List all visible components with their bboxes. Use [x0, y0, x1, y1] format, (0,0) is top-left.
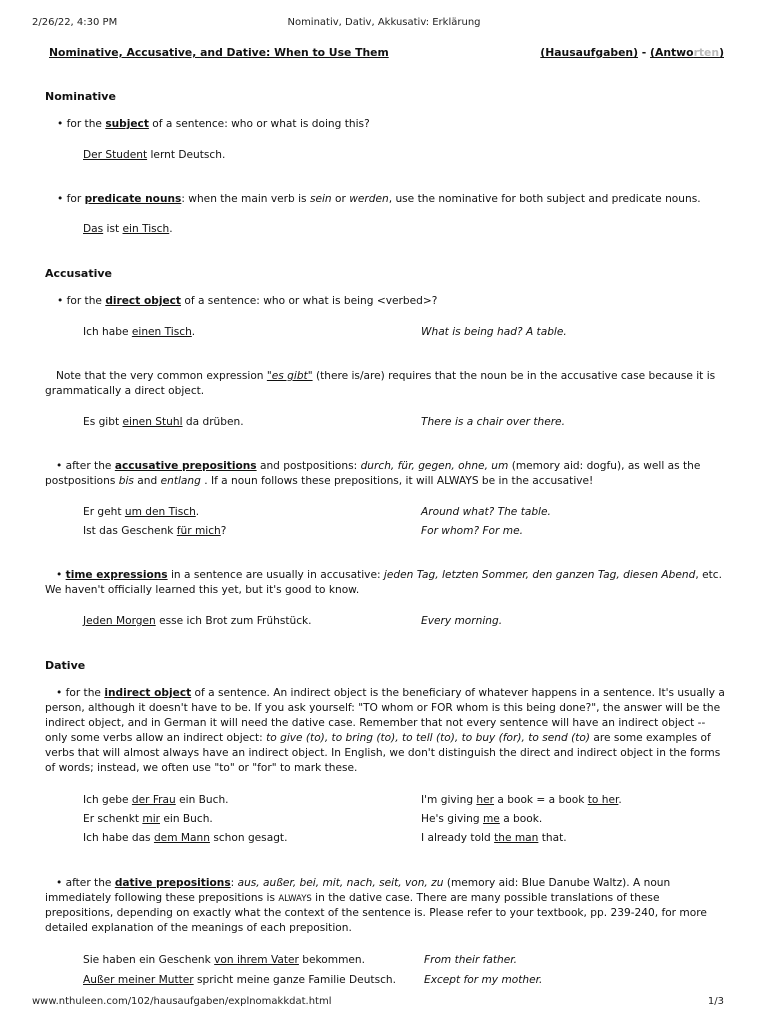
accusative-note-es-gibt [45, 369, 725, 399]
dative-example-2 [83, 812, 213, 827]
example-text: Ist das Geschenk [83, 525, 177, 537]
example-highlight: für mich [176, 525, 221, 537]
bullet-text: and postpositions: [256, 460, 361, 472]
example-text: . [191, 326, 196, 338]
example-text: bekommen. [298, 954, 366, 966]
term-accusative-prepositions[interactable]: accusative prepositions [114, 460, 257, 472]
example-text: . [195, 506, 200, 518]
example-highlight: mir [142, 813, 160, 825]
answers-link-close: ) [719, 46, 724, 59]
title-bar [49, 45, 724, 60]
translation-text: He's giving [421, 813, 483, 825]
accusative-example-2 [83, 415, 244, 430]
note-text: Note that the very common expression [56, 370, 267, 382]
term-predicate-nouns[interactable]: predicate nouns [84, 193, 182, 205]
accusative-bullet-prepositions [45, 459, 725, 489]
bullet-text: • for the [57, 295, 106, 307]
example-highlight: einen Stuhl [122, 416, 183, 428]
bullet-text: and [133, 475, 161, 488]
example-text: Ich gebe [83, 794, 132, 806]
accusative-example-4 [83, 524, 226, 539]
bullet-text: . If a noun follows these prepositions, it will ALWAYS be in the accusative! [200, 475, 594, 488]
example-text: spricht meine ganze Familie Deutsch. [193, 974, 396, 986]
bullet-text: : when the main verb is [181, 193, 310, 205]
accusative-example-5 [83, 614, 312, 629]
bullet-text: (memory aid: Blue Danube Waltz). A noun immediately following these prepositions is [45, 877, 671, 905]
bullet-text: • for [57, 193, 85, 205]
nominative-example-2 [83, 222, 173, 237]
homework-link[interactable]: (Hausaufgaben) [540, 46, 639, 59]
accusative-translation-3: Around what? The table. [421, 506, 551, 518]
bullet-text: of a sentence. An indirect object is the beneficiary of whatever happens in a sentence. It's usually a person, although it doesn't have to be. If you ask yourself: "TO whom or FOR whom is this being done?", the answer will be the indirect object, and in German it will need the dative case. Remember that not every sentence will have an indirect object -- only some verbs allow an indirect object: [45, 687, 725, 745]
translation-text: a book. [499, 813, 543, 825]
term-dative-prepositions[interactable]: dative prepositions [114, 877, 231, 889]
example-text: Sie haben ein Geschenk [83, 954, 215, 966]
word-entlang: entlang [160, 475, 201, 488]
dative-translation-5: Except for my mother. [424, 974, 543, 986]
bullet-text: • for the [56, 687, 105, 699]
answers-link-open: (Antwo [650, 46, 694, 59]
example-text: schon gesagt. [209, 832, 288, 844]
bullet-text: • after the [56, 877, 115, 889]
example-highlight: ein Tisch [122, 223, 170, 235]
preposition-list: aus, außer, bei, mit, nach, seit, von, zu [237, 877, 444, 889]
example-text: ein Buch. [160, 813, 213, 825]
dative-heading: Dative [45, 659, 86, 672]
term-time-expressions[interactable]: time expressions [65, 569, 168, 581]
term-subject[interactable]: subject [105, 118, 149, 130]
example-text: Er schenkt [83, 813, 143, 825]
example-highlight: der Frau [131, 794, 176, 806]
accusative-bullet-time-expressions [45, 568, 725, 598]
bullet-text: • for the [57, 118, 106, 130]
link-separator: - [638, 46, 651, 59]
accusative-example-1 [83, 325, 195, 340]
translation-text: I already told [421, 832, 495, 844]
bullet-text: (memory aid: dogfu), as well as the postpositions [45, 460, 701, 488]
translation-text: a book = a book [494, 794, 588, 806]
time-expression-list: jeden Tag, letzten Sommer, den ganzen Tag, diesen Abend [383, 569, 696, 581]
bullet-text: are some examples of verbs that will almost always have an indirect object. In English, we don't distinguish the direct and indirect object in the forms of words; instead, we often use "to" or "for" to mark these. [45, 732, 721, 775]
print-page-title: Nominativ, Dativ, Akkusativ: Erklärung [287, 17, 481, 28]
term-direct-object[interactable]: direct object [105, 295, 181, 307]
accusative-translation-2: There is a chair over there. [421, 416, 565, 428]
dative-bullet-prepositions [45, 876, 725, 936]
example-text: Er geht [83, 506, 125, 518]
term-es-gibt[interactable]: "es gibt" [266, 370, 313, 382]
dative-translation-1 [421, 793, 622, 808]
nominative-heading: Nominative [45, 90, 116, 103]
example-text: esse ich Brot zum Frühstück. [155, 615, 312, 627]
example-highlight: einen Tisch [131, 326, 192, 338]
bullet-text: or [331, 193, 350, 205]
translation-text: I'm giving [421, 794, 477, 806]
accusative-heading: Accusative [45, 267, 113, 280]
nominative-example-1 [83, 148, 225, 163]
word-sein: sein [309, 193, 332, 205]
bullet-text: of a sentence: who or what is doing this? [148, 118, 370, 130]
word-always: ALWAYS [278, 894, 312, 905]
example-text: ist [103, 223, 123, 235]
example-highlight: Das [83, 223, 104, 235]
example-text: lernt Deutsch. [147, 149, 226, 161]
translation-highlight: me [482, 813, 500, 825]
dative-example-4 [83, 953, 365, 968]
bullet-text: • after the [56, 460, 115, 472]
accusative-bullet-direct-object [57, 294, 717, 309]
nominative-bullet-subject [57, 117, 717, 132]
word-bis: bis [118, 475, 134, 488]
bullet-text: , etc. We haven't officially learned this yet, but it's good to know. [45, 569, 722, 597]
example-text: Ich habe das [83, 832, 154, 844]
answers-link-faded: rten [693, 46, 720, 59]
translation-text: . [618, 794, 622, 806]
example-text: ? [220, 525, 227, 537]
nominative-bullet-predicate [57, 192, 717, 207]
dative-translation-2 [421, 812, 542, 827]
example-highlight: Jeden Morgen [83, 615, 156, 627]
page-title: Nominative, Accusative, and Dative: When to Use Them [49, 46, 389, 59]
answers-link[interactable] [650, 46, 724, 59]
verb-list: to give (to), to bring (to), to tell (to), to buy (for), to send (to) [266, 732, 590, 745]
dative-bullet-indirect-object [45, 686, 725, 776]
translation-highlight: the man [494, 832, 539, 844]
title-links [540, 45, 724, 60]
example-highlight: dem Mann [153, 832, 210, 844]
bullet-text: in a sentence are usually in accusative: [167, 569, 384, 581]
bullet-text: in the dative case. There are many possible translations of these prepositions, depending on exactly what the context of the sentence is. Please refer to your textbook, pp. 239-240, for more detailed explanation of the meanings of each preposition. [45, 892, 707, 935]
print-page-number: 1/3 [707, 996, 724, 1007]
note-text: (there is/are) requires that the noun be in the accusative case because it is grammatically a direct object. [45, 370, 716, 398]
example-highlight: Außer meiner Mutter [83, 974, 194, 986]
dative-example-3 [83, 831, 287, 846]
accusative-translation-4: For whom? For me. [421, 525, 523, 537]
example-highlight: Der Student [83, 149, 148, 161]
bullet-text: of a sentence: who or what is being <verbed>? [181, 295, 438, 307]
translation-highlight: to her [587, 794, 619, 806]
example-text: Es gibt [83, 416, 123, 428]
example-highlight: von ihrem Vater [214, 954, 299, 966]
dative-translation-3 [421, 831, 567, 846]
bullet-text: • [56, 569, 66, 581]
example-text: ein Buch. [175, 794, 229, 806]
example-text: da drüben. [182, 416, 244, 428]
preposition-list: durch, für, gegen, ohne, um [360, 460, 509, 472]
word-werden: werden [349, 193, 389, 205]
dative-example-5 [83, 973, 396, 988]
translation-highlight: her [476, 794, 495, 806]
dative-translation-4: From their father. [424, 954, 518, 966]
translation-text: that. [538, 832, 567, 844]
print-url: www.nthuleen.com/102/hausaufgaben/explnomakkdat.html [32, 996, 332, 1007]
term-indirect-object[interactable]: indirect object [104, 687, 192, 699]
example-text: Ich habe [83, 326, 132, 338]
accusative-translation-5: Every morning. [421, 615, 503, 627]
bullet-text: : [230, 877, 238, 889]
example-text: . [169, 223, 173, 235]
accusative-example-3 [83, 505, 199, 520]
example-highlight: um den Tisch [124, 506, 196, 518]
dative-example-1 [83, 793, 229, 808]
print-datetime: 2/26/22, 4:30 PM [32, 17, 118, 28]
accusative-translation-1: What is being had? A table. [421, 326, 567, 338]
bullet-text: , use the nominative for both subject and predicate nouns. [388, 193, 701, 205]
